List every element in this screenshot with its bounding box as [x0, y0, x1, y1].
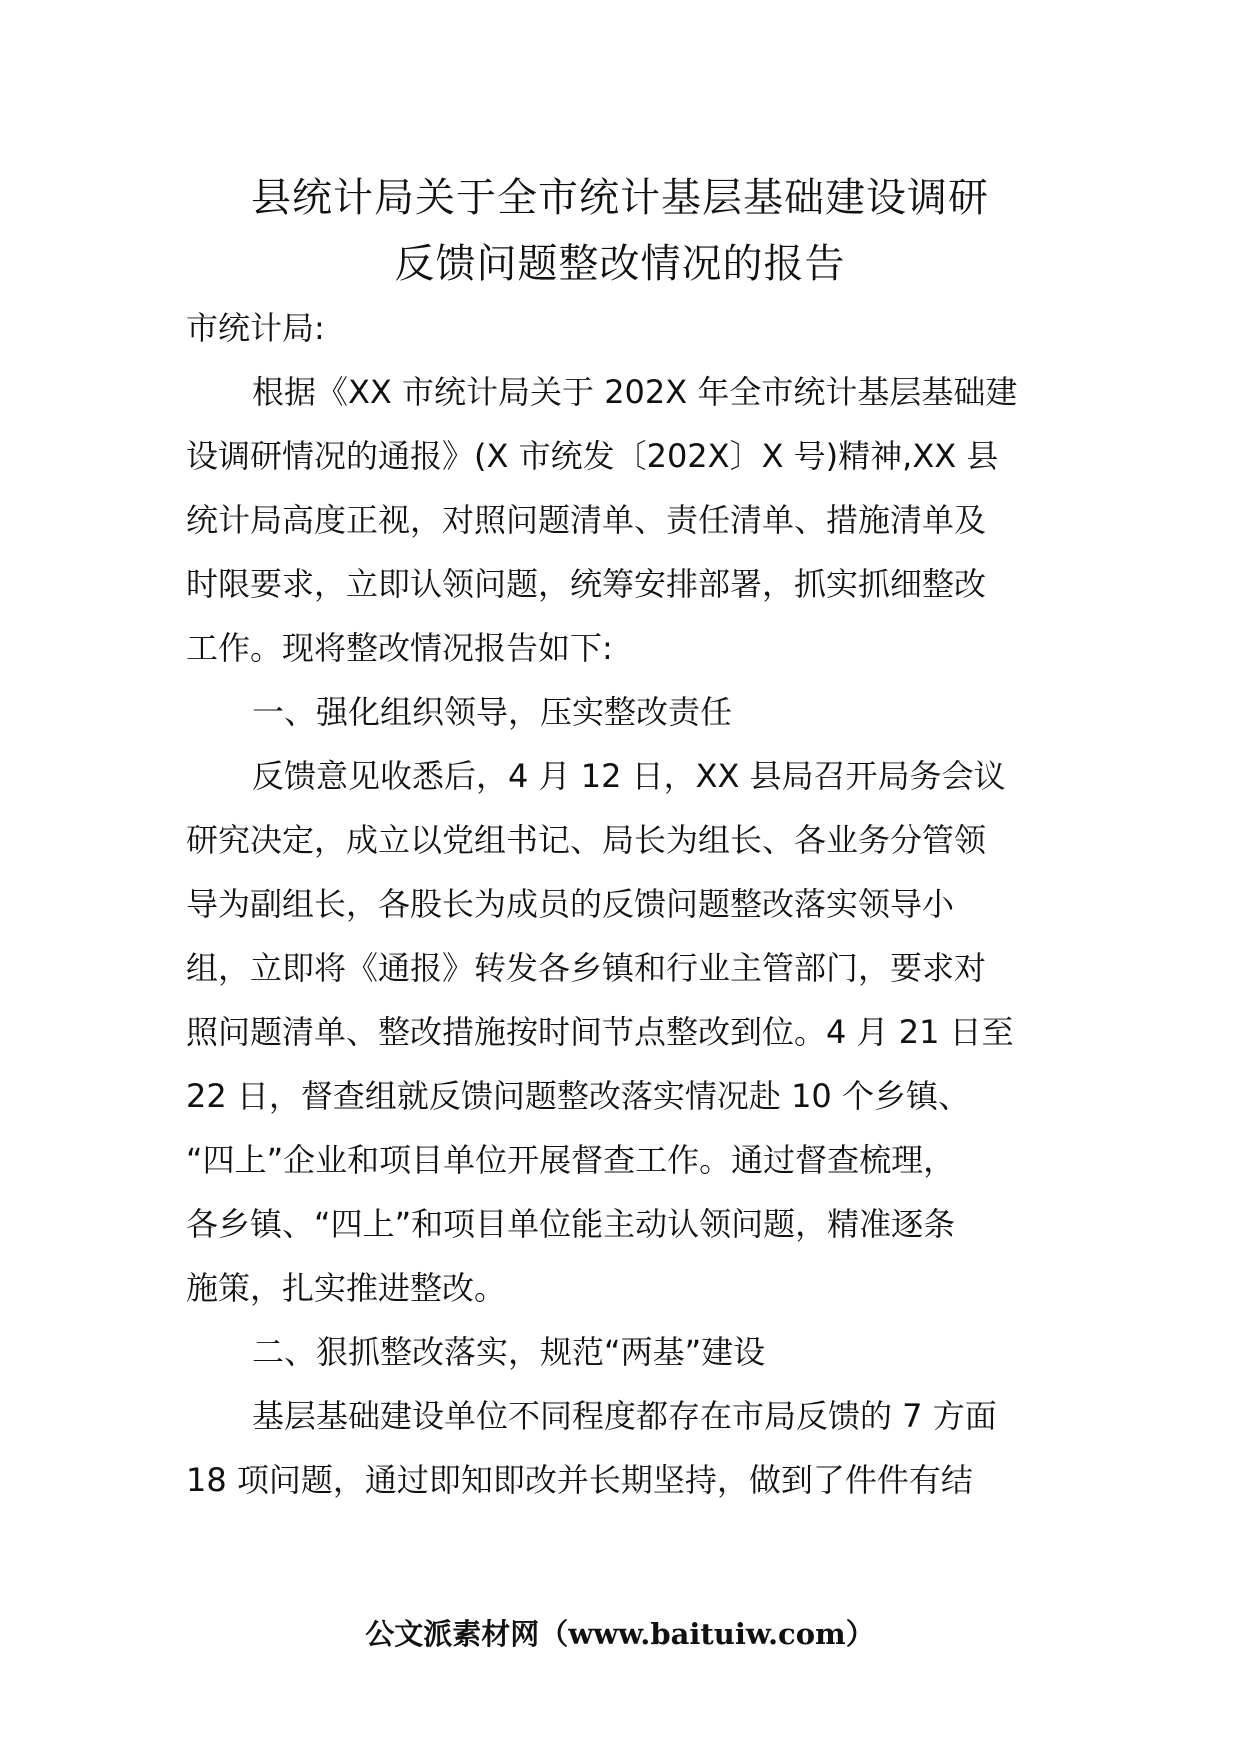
body-line: 基层基础建设单位不同程度都存在市局反馈的 7 方面	[252, 1397, 997, 1435]
body-line: 18 项问题，通过即知即改并长期坚持，做到了件件有结	[186, 1461, 973, 1499]
footer-watermark: 公文派素材网（www.baituiw.com）	[365, 1617, 875, 1651]
document-title-line-2: 反馈问题整改情况的报告	[394, 241, 846, 287]
body-line: 组，立即将《通报》转发各乡镇和行业主管部门，要求对	[186, 949, 987, 987]
body-line: 时限要求，立即认领问题，统筹安排部署，抓实抓细整改	[186, 565, 987, 603]
salutation: 市统计局:	[186, 309, 325, 347]
body-line: 导为副组长，各股长为成员的反馈问题整改落实领导小	[186, 885, 955, 923]
body-line: 反馈意见收悉后，4 月 12 日，XX 县局召开局务会议	[252, 757, 1006, 795]
section-heading-1: 一、强化组织领导，压实整改责任	[252, 693, 733, 731]
body-line: 22 日，督查组就反馈问题整改落实情况赴 10 个乡镇、	[186, 1077, 970, 1115]
section-heading-2: 二、狠抓整改落实，规范“两基”建设	[252, 1333, 766, 1371]
body-line: 照问题清单、整改措施按时间节点整改到位。4 月 21 日至	[186, 1013, 1014, 1051]
body-line: 统计局高度正视，对照问题清单、责任清单、措施清单及	[186, 501, 987, 539]
body-line: 各乡镇、“四上”和项目单位能主动认领问题，精准逐条	[186, 1205, 956, 1243]
body-line: 工作。现将整改情况报告如下:	[186, 629, 613, 667]
body-line: “四上”企业和项目单位开展督查工作。通过督查梳理，	[186, 1141, 956, 1179]
body-line: 设调研情况的通报》(X 市统发〔202X〕X 号)精神,XX 县	[186, 437, 999, 475]
body-line: 根据《XX 市统计局关于 202X 年全市统计基层基础建	[252, 373, 1018, 411]
document-title-line-1: 县统计局关于全市统计基层基础建设调研	[251, 175, 989, 221]
body-line: 研究决定，成立以党组书记、局长为组长、各业务分管领	[186, 821, 987, 859]
body-line: 施策，扎实推进整改。	[186, 1269, 507, 1307]
